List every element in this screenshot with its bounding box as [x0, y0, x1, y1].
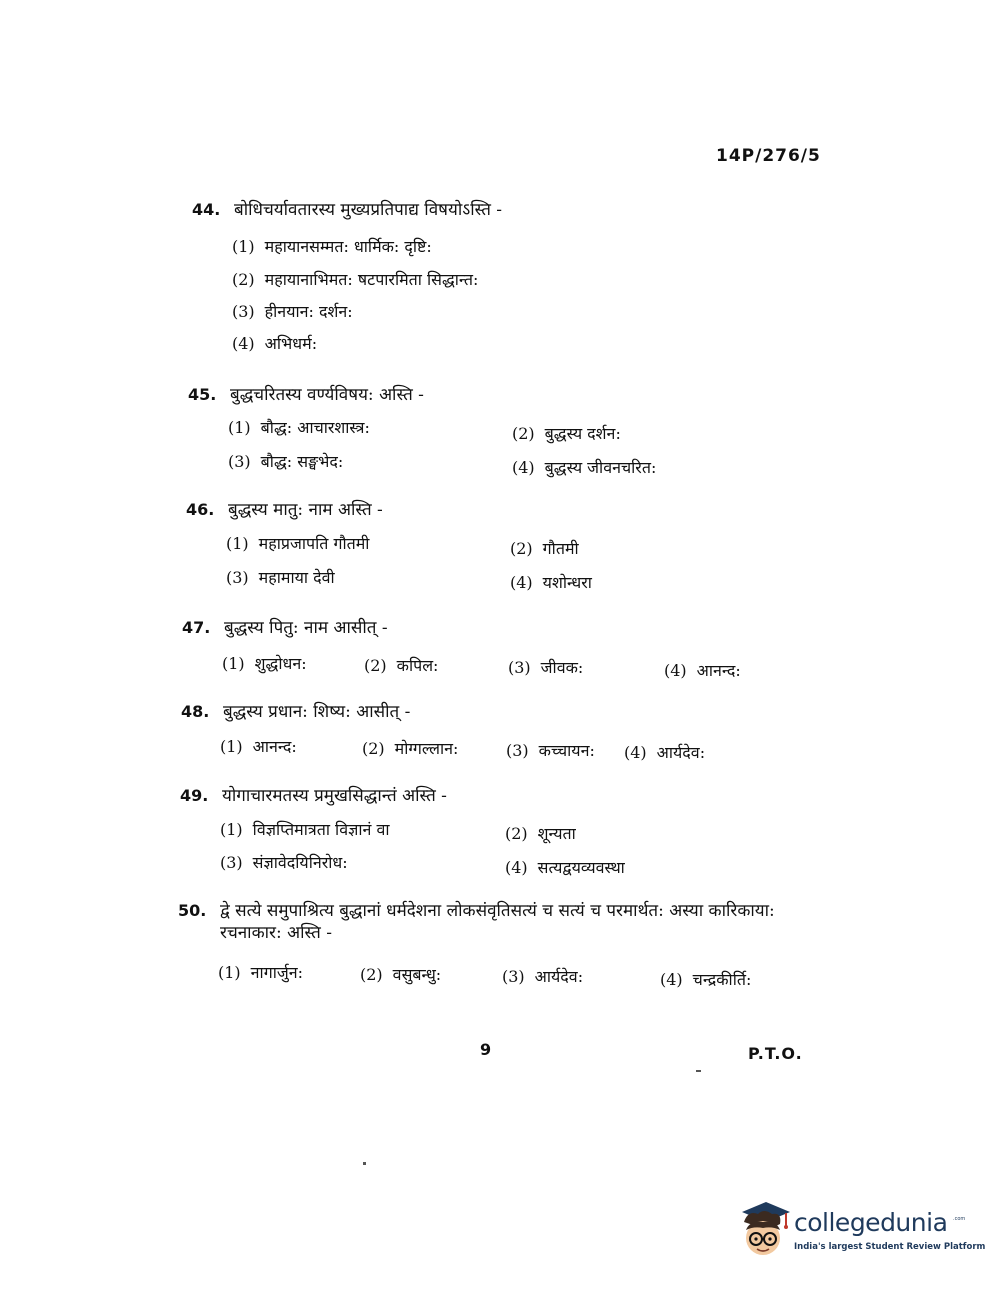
question-number: 45.: [188, 385, 217, 404]
option-47-3: (3) जीवक:: [508, 658, 584, 677]
scan-speck: [696, 1070, 701, 1072]
pto-label: P.T.O.: [748, 1044, 803, 1063]
option-49-1: (1) विज्ञप्तिमात्रता विज्ञानं वा: [220, 820, 390, 839]
question-number: 44.: [192, 200, 221, 219]
option-46-3: (3) महामाया देवी: [226, 568, 335, 587]
option-50-3: (3) आर्यदेव:: [502, 967, 584, 986]
option-46-4: (4) यशोन्धरा: [510, 573, 592, 592]
option-44-1: (1) महायानसम्मत: धार्मिक: दृष्टि:: [232, 237, 432, 256]
option-48-4: (4) आर्यदेव:: [624, 743, 706, 762]
question-46: [186, 497, 786, 520]
collegedunia-watermark: [736, 1196, 986, 1264]
mascot-logo-icon: [736, 1200, 792, 1260]
question-number: 49.: [180, 786, 209, 805]
watermark-tagline: India's largest Student Review Platform: [794, 1242, 986, 1252]
question-47: [182, 615, 782, 638]
option-46-1: (1) महाप्रजापति गौतमी: [226, 534, 370, 553]
question-text: बुद्धचरितस्य वर्ण्यविषय: अस्ति -: [230, 385, 424, 405]
question-text: बुद्धस्य प्रधान: शिष्य: आसीत् -: [223, 702, 411, 722]
page-number: 9: [480, 1040, 492, 1059]
question-number: 47.: [182, 618, 211, 637]
watermark-brand-name: collegedunia: [794, 1208, 948, 1237]
question-44: [192, 197, 792, 220]
option-47-1: (1) शुद्धोधन:: [222, 654, 307, 673]
option-48-1: (1) आनन्द:: [220, 737, 297, 756]
option-44-3: (3) हीनयान: दर्शन:: [232, 302, 353, 321]
watermark-domain: .com: [953, 1216, 966, 1222]
option-44-2: (2) महायानाभिमत: षटपारमिता सिद्धान्त:: [232, 270, 479, 289]
option-47-4: (4) आनन्द:: [664, 661, 741, 680]
question-number: 46.: [186, 500, 215, 519]
option-49-3: (3) संज्ञावेदयिनिरोध:: [220, 853, 348, 872]
question-45: [188, 382, 788, 405]
option-45-2: (2) बुद्धस्य दर्शन:: [512, 424, 621, 443]
question-48: [181, 699, 781, 722]
option-50-1: (1) नागार्जुन:: [218, 963, 303, 982]
option-50-2: (2) वसुबन्धु:: [360, 965, 442, 984]
question-50: [178, 900, 818, 944]
question-number: 48.: [181, 702, 210, 721]
question-text: बुद्धस्य मातु: नाम अस्ति -: [228, 500, 383, 520]
option-49-2: (2) शून्यता: [505, 824, 576, 843]
question-text: द्वे सत्ये समुपाश्रित्य बुद्धानां धर्मदेशना लोकसंवृतिसत्यं च सत्यं च परमार्थत: अस्या कारिकाया: रचनाकार: अस्ति -: [220, 901, 775, 943]
option-48-2: (2) मोग्गल्लान:: [362, 739, 459, 758]
question-49: [180, 783, 780, 806]
option-45-4: (4) बुद्धस्य जीवनचरित:: [512, 458, 657, 477]
option-46-2: (2) गौतमी: [510, 539, 579, 558]
option-47-2: (2) कपिल:: [364, 656, 439, 675]
option-49-4: (4) सत्यद्वयव्यवस्था: [505, 858, 625, 877]
question-text: बोधिचर्यावतारस्य मुख्यप्रतिपाद्य विषयोऽस्ति -: [234, 200, 503, 220]
option-50-4: (4) चन्द्रकीर्ति:: [660, 970, 752, 989]
option-48-3: (3) कच्चायन:: [506, 741, 595, 760]
question-text: योगाचारमतस्य प्रमुखसिद्धान्तं अस्ति -: [222, 786, 447, 806]
option-45-3: (3) बौद्ध: सङ्घभेद:: [228, 452, 344, 471]
option-45-1: (1) बौद्ध: आचारशास्त्र:: [228, 418, 370, 437]
question-number: 50.: [178, 901, 207, 920]
option-44-4: (4) अभिधर्म:: [232, 334, 318, 353]
scan-speck: [363, 1162, 366, 1165]
question-text: बुद्धस्य पितु: नाम आसीत् -: [224, 618, 388, 638]
paper-code: 14P/276/5: [716, 146, 821, 166]
